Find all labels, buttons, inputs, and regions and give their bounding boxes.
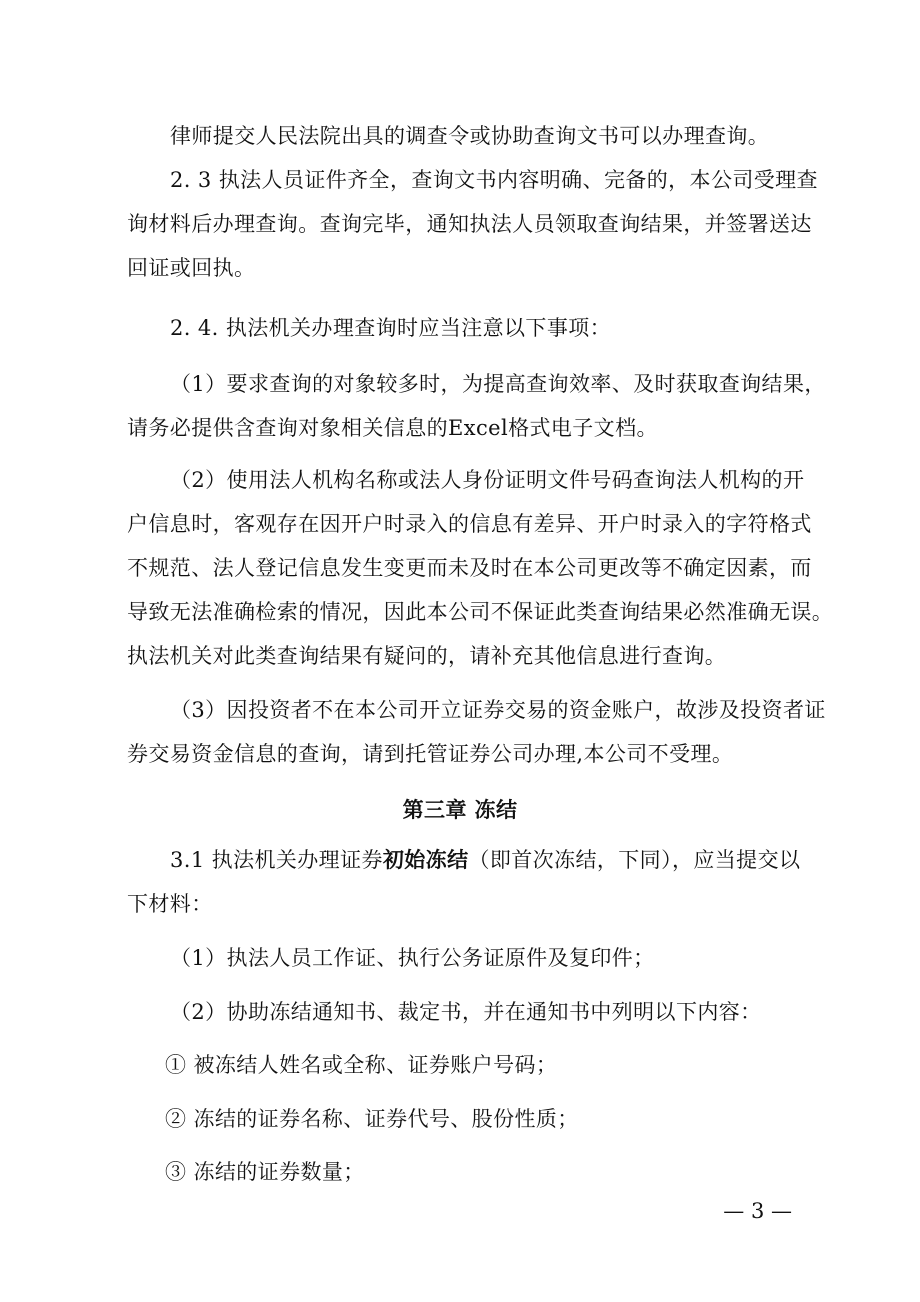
paragraph-materials-1 xyxy=(127,936,842,980)
bold-term-initial-freeze: 初始冻结 xyxy=(382,847,469,872)
text-line: （1）要求查询的对象较多时，为提高查询效率、及时获取查询结果， xyxy=(170,372,826,396)
text-line: （2）协助冻结通知书、裁定书，并在通知书中列明以下内容： xyxy=(170,1000,762,1024)
text-line: （3）因投资者不在本公司开立证券交易的资金账户，故涉及投资者证 xyxy=(170,698,826,722)
text-line xyxy=(127,838,799,882)
paragraph-lawyer-inquiry xyxy=(127,114,842,158)
text-line: ② 冻结的证券名称、证券代号、股份性质； xyxy=(165,1107,579,1131)
text-line: 请务必提供含查询对象相关信息的Excel格式电子文档。 xyxy=(127,416,658,440)
paragraph-item-1 xyxy=(127,362,826,450)
text-line: ① 被冻结人姓名或全称、证券账户号码； xyxy=(165,1053,558,1077)
text-line: （2）使用法人机构名称或法人身份证明文件号码查询法人机构的开 xyxy=(170,468,805,492)
text-line: （1）执法人员工作证、执行公务证原件及复印件； xyxy=(170,946,655,970)
text-suffix: （即首次冻结，下同），应当提交以 xyxy=(468,848,801,872)
text-line: 2. 4. 执法机关办理查询时应当注意以下事项： xyxy=(170,316,612,340)
paragraph-2-4 xyxy=(127,306,842,350)
text-line: 不规范、法人登记信息发生变更而未及时在本公司更改等不确定因素，而 xyxy=(127,556,812,580)
text-line: 券交易资金信息的查询，请到托管证券公司办理,本公司不受理。 xyxy=(127,742,734,766)
text-line: 下材料： xyxy=(127,892,213,916)
text-line: 导致无法准确检索的情况，因此本公司不保证此类查询结果必然准确无误。 xyxy=(127,600,834,624)
page-number: — 3 — xyxy=(723,1199,792,1223)
text-line: 回证或回执。 xyxy=(127,256,256,280)
text-line: ③ 冻结的证券数量； xyxy=(165,1160,365,1184)
paragraph-materials-2 xyxy=(127,990,842,1034)
paragraph-3-1 xyxy=(127,838,799,926)
paragraph-item-2 xyxy=(127,458,834,678)
paragraph-2-3 xyxy=(127,158,818,290)
paragraph-item-3 xyxy=(127,688,826,776)
paragraph-circled-3 xyxy=(165,1150,837,1194)
text-line: 户信息时，客观存在因开户时录入的信息有差异、开户时录入的字符格式 xyxy=(127,512,812,536)
text-line: 2. 3 执法人员证件齐全，查询文书内容明确、完备的，本公司受理查 xyxy=(170,168,818,192)
paragraph-circled-2 xyxy=(165,1097,837,1141)
text-line: 执法机关对此类查询结果有疑问的，请补充其他信息进行查询。 xyxy=(127,644,727,668)
text-prefix: 3.1 执法机关办理证券 xyxy=(170,848,383,872)
chapter-heading: 第三章 冻结 xyxy=(402,797,518,822)
text-line: 询材料后办理查询。查询完毕，通知执法人员领取查询结果，并签署送达 xyxy=(127,212,812,236)
paragraph-circled-1 xyxy=(165,1043,837,1087)
text-line: 律师提交人民法院出具的调查令或协助查询文书可以办理查询。 xyxy=(170,124,770,148)
